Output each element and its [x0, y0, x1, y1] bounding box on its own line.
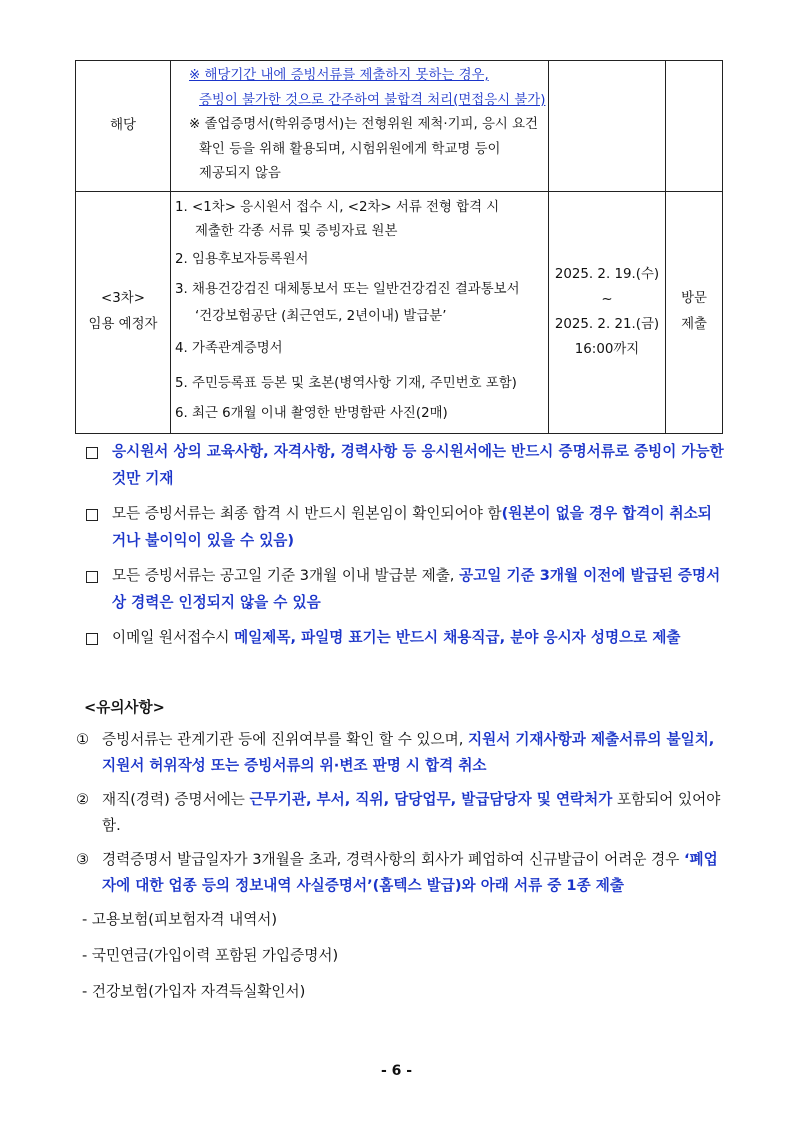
- list-item: 6. 최근 6개월 이내 촬영한 반명함판 사진(2매): [175, 406, 448, 421]
- submission-table: [75, 60, 723, 434]
- notice-line: 증빙이 불가한 것으로 간주하여 불합격 처리(면접응시 불가): [199, 92, 546, 108]
- notice-line: 제공되지 않음: [199, 166, 281, 181]
- notice-bullets: [84, 438, 724, 659]
- page-number: - 6 -: [380, 1063, 413, 1079]
- dash-item: - 고용보험(피보험자격 내역서): [82, 911, 278, 928]
- bullet-item: 모든 증빙서류는 공고일 기준 3개월 이내 발급분 제출, 공고일 기준 3개월 이전에 발급된 증명서상 경력은 인정되지 않을 수 있음: [84, 562, 724, 616]
- note-item: ③ 경력증명서 발급일자가 3개월을 초과, 경력사항의 회사가 폐업하여 신규발급이 어려운 경우 ‘폐업자에 대한 업종 등의 정보내역 사실증명서’(홈텍스 발급)와 아래 서류 중 1종 제출: [76, 847, 726, 899]
- bullet-item: 모든 증빙서류는 최종 합격 시 반드시 원본임이 확인되어야 함(원본이 없을 경우 합격이 취소되거나 불이익이 있을 수 있음): [84, 500, 724, 554]
- submission-period: 2025. 2. 19.(수) ~ 2025. 2. 21.(금) 16:00까지: [549, 191, 666, 434]
- list-item: ‘건강보험공단 (최근연도, 2년이내) 발급분’: [195, 308, 447, 324]
- checkbox-bullet-icon: [86, 509, 98, 521]
- submission-method: 방문 제출: [666, 191, 723, 434]
- note-item: ① 증빙서류는 관계기관 등에 진위여부를 확인 할 수 있으며, 지원서 기재사항과 제출서류의 불일치, 지원서 허위작성 또는 증빙서류의 위·변조 판명 시 합격 취소: [76, 727, 726, 779]
- list-item: 제출한 각종 서류 및 증빙자료 원본: [195, 224, 398, 239]
- row-label: 해당: [76, 61, 171, 192]
- row-label: <3차> 임용 예정자: [76, 191, 171, 434]
- bullet-item: 이메일 원서접수시 메일제목, 파일명 표기는 반드시 채용직급, 분야 응시자 성명으로 제출: [84, 624, 724, 651]
- list-item: 3. 채용건강검진 대체통보서 또는 일반건강검진 결과통보서: [175, 281, 520, 297]
- list-item: 4. 가족관계증명서: [175, 341, 283, 356]
- note-item: ② 재직(경력) 증명서에는 근무기관, 부서, 직위, 담당업무, 발급담당자 및 연락처가 포함되어 있어야 함.: [76, 787, 726, 839]
- dash-item: - 국민연금(가입이력 포함된 가입증명서): [82, 947, 339, 964]
- row-content: [171, 61, 549, 192]
- table-row: [76, 191, 723, 434]
- dash-item: - 건강보험(가입자 자격득실확인서): [82, 983, 306, 1000]
- table-row: [76, 61, 723, 192]
- circled-number: ③: [76, 851, 90, 868]
- circled-number: ①: [76, 731, 90, 748]
- list-item: 2. 임용후보자등록원서: [175, 251, 309, 267]
- checkbox-bullet-icon: [86, 571, 98, 583]
- document-list: [171, 191, 549, 434]
- list-item: 5. 주민등록표 등본 및 초본(병역사항 기재, 주민번호 포함): [175, 376, 517, 391]
- bullet-item: 응시원서 상의 교육사항, 자격사항, 경력사항 등 응시원서에는 반드시 증명서류로 증빙이 가능한 것만 기재: [84, 438, 724, 492]
- notice-line: ※ 해당기간 내에 증빙서류를 제출하지 못하는 경우,: [189, 68, 489, 83]
- notes-heading: <유의사항>: [84, 699, 165, 716]
- notice-line: 확인 등을 위해 활용되며, 시험위원에게 학교명 등이: [199, 141, 501, 157]
- checkbox-bullet-icon: [86, 633, 98, 645]
- notes-section: [76, 695, 726, 1015]
- list-item: 1. <1차> 응시원서 접수 시, <2차> 서류 전형 합격 시: [175, 199, 500, 215]
- checkbox-bullet-icon: [86, 447, 98, 459]
- circled-number: ②: [76, 791, 90, 808]
- notice-line: ※ 졸업증명서(학위증명서)는 전형위원 제척·기피, 응시 요건: [189, 117, 538, 132]
